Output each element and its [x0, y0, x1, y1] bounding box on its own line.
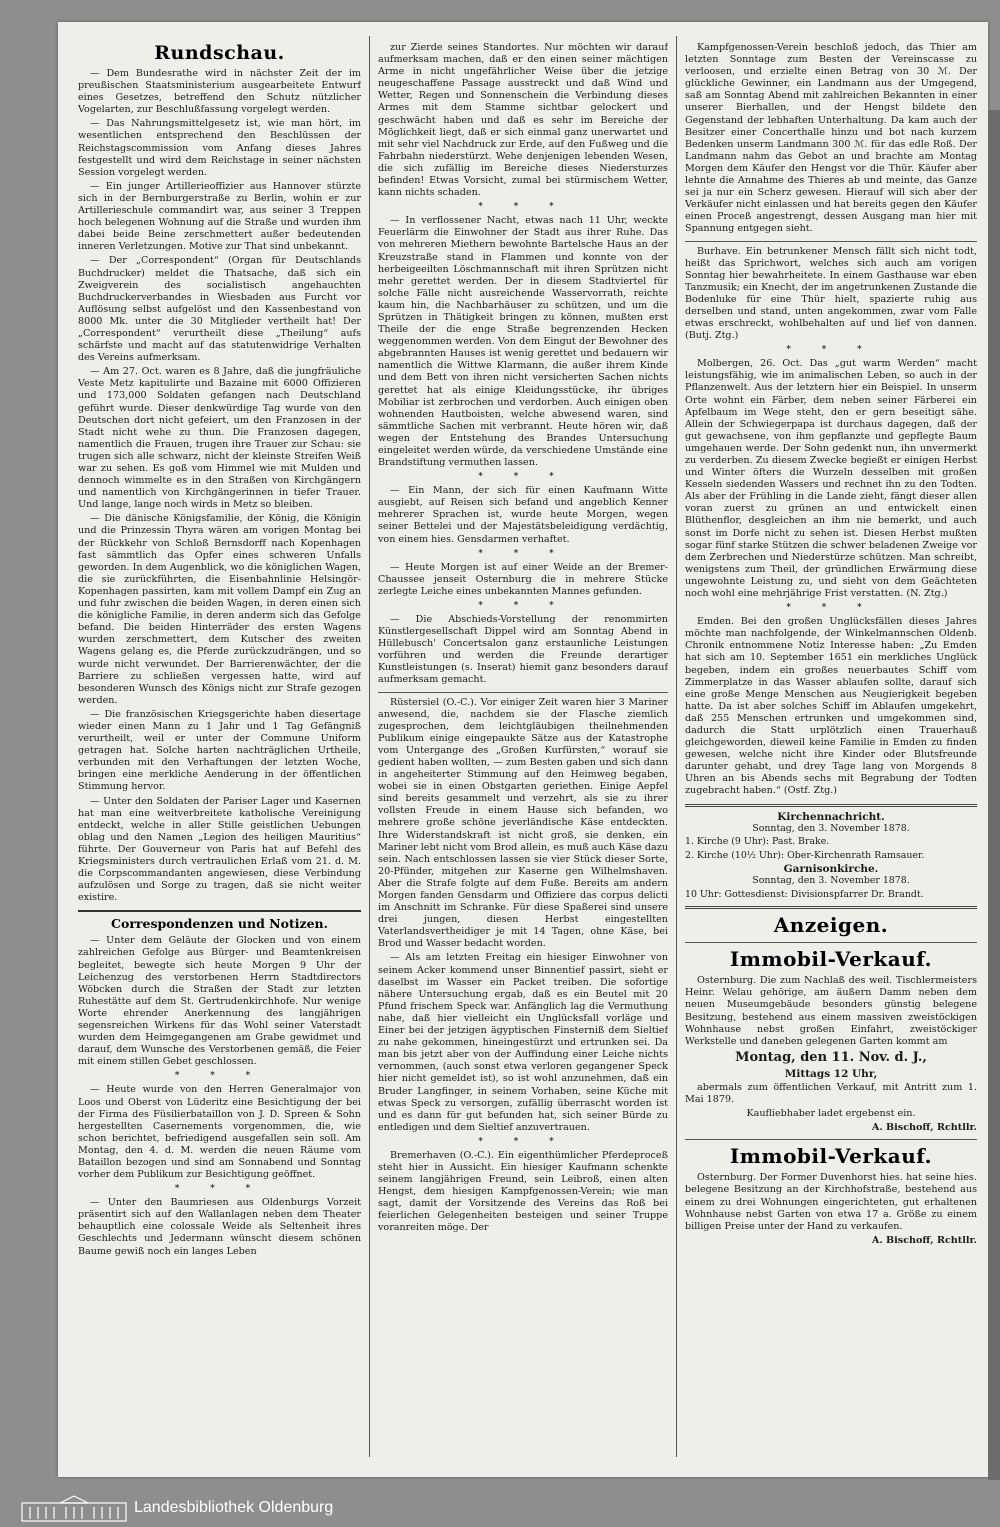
- article: Molbergen, 26. Oct. Das „gut warm Werden“ macht leistungsfähig, wie im animalischen Leben, so auch in der Pflanzenwelt. Aus der letztern hier ein Beispiel. In unserm Orte wohnt ein Färber, dem neben seiner Färberei ein Apfelbaum im Wege steht, den er gern beseitigt sähe. Allein der Schwiegerpapa ist durchaus dagegen, daß der gut gewachsene, von ihm gepflanzte und gepflegte Baum umgehauen werde. Der Sohn gedenkt nun, ihn unvermerkt zu verderben. Zu diesem Zwecke begießt er einigen Herbst und Winter öfters die Wurzeln desselben mit großen Kesseln siedenden Wassers und rechnet ihn zu den Todten. Als aber der Frühling in die Lande zieht, fängt dieser allen voran zuerst zu grünen an und entwickelt einen Blüthenflor, desgleichen an ihm nie bemerkt, und auch sonst im Dorfe nicht zu sehen ist. Diesen Herbst mußten sogar fünf starke Stützen die schwer beladenen Zweige vor dem Zerbrechen und Niederstürze schützen. Man schreibt, wenigstens zum Theil, der gründlichen Erwärmung diese ungewohnte Leistung zu, und sieht von dem Geächteten noch wohl eine mehrjährige Frist verstatten. (N. Ztg.): [685, 358, 977, 600]
- section-stars: * * *: [174, 1184, 265, 1195]
- divider: [685, 804, 977, 807]
- article: — Ein Mann, der sich für einen Kaufmann Witte ausgiebt, auf Reisen sich befand und angeblich Kenner mehrerer Sprachen ist, wurde heute Morgen, wegen seiner Bettelei und der Majestätsbeleidigung verdächtig, von einem hies. Gensdarmen verhaftet.: [378, 485, 668, 545]
- library-name: Landesbibliothek Oldenburg: [134, 1499, 334, 1516]
- section-stars: * * *: [478, 472, 568, 483]
- ad-signature: A. Bischoff, Rchtllr.: [871, 1234, 977, 1246]
- ad-signature: A. Bischoff, Rchtllr.: [871, 1122, 977, 1134]
- section-stars: * * *: [786, 603, 876, 614]
- article: — Die dänische Königsfamilie, der König, die Königin und die Prinzessin Thyra wären am vorigen Montag bei der Rückkehr von Schloß Bernsdorff nach Kopenhagen fast sämmtlich das Opfer eines schweren Unfalls geworden. In dem Augenblick, wo die königlichen Wagen, die sie zurückführten, die Eisenbahnlinie Helsingör-Kopenhagen passirten, kam mit vollem Dampf ein Zug an und fuhr zwischen die beiden Wagen, in deren einen sich die königliche Familie, in deren anderm sich das Gefolge befand. Die beiden Hinterräder des ersten Wagens wurden zerschmettert, dem Kutscher des zweiten Wagens gelang es, die Pferde zurückzudrängen, und so wurde nicht verwundet. Der Barrierenwächter, der die Barriere zu schließen vergessen hatte, wird auf besonderen Wunsch des Königs nicht zur Strafe gezogen werden.: [78, 513, 361, 706]
- ad-title: Immobil-Verkauf.: [729, 947, 933, 972]
- article: zur Zierde seines Standortes. Nur möchten wir darauf aufmerksam machen, daß er den einen seiner mächtigen Arme in nicht ungefährlicher Weise über die jetzige neugeschaffene Passage ausstreckt und daß Wind und Wetter, Regen und Sonnenschein die Verbindung dieses Armes mit dem Stamme sichtbar gelockert und geschwächt haben und daß es sehr im Bereiche der Möglichkeit liegt, daß er sich einmal ganz unerwartet und mit sehr viel Nachdruck zur Erde, auf den Fußweg und die Fahrbahn niederstürzt. Wehe denjenigen lebenden Wesen, die sich zufällig im Bereiche dieses Niedersturzes befinden! Etwas Vorsicht, zumal bei stürmischem Wetter, kann nichts schaden.: [378, 42, 668, 199]
- article: — Das Nahrungsmittelgesetz ist, wie man hört, im wesentlichen entsprechend den Beschlüssen der Reichstagscommission vom Anfang dieses Jahres festgestellt und wird dem Reichstage in seiner nächsten Session vorgelegt werden.: [78, 118, 361, 178]
- article: — Dem Bundesrathe wird in nächster Zeit der im preußischen Staatsministerium ausgearbeitete Entwurf eines Gesetzes, betreffend den Schutz nützlicher Vogelarten, zur Beschlußfassung vorgelegt werden.: [78, 68, 361, 116]
- newspaper-page: [58, 22, 988, 1477]
- section-stars: * * *: [478, 600, 568, 611]
- ad-date: Montag, den 11. Nov. d. J.,: [735, 1049, 927, 1065]
- article: — Unter den Soldaten der Pariser Lager und Kasernen hat man eine weitverbreitete katholische Vereinigung entdeckt, welche in aller Stille geistlichen Uebungen oblag und den Namen „Legion des heiligen Mauritius“ führte. Der Gouverneur von Paris hat auf Befehl des Kriegsministers durch vertraulichen Erlaß vom 21. d. M. die Corpscommandanten angewiesen, diese Verbindung aufzulösen und Sorge zu tragen, daß sie nicht weiter existire.: [78, 795, 361, 904]
- church-date: Sonntag, den 3. November 1878.: [752, 822, 910, 834]
- ad-text: Osternburg. Der Former Duvenhorst hies. hat seine hies. belegene Besitzung an der Kirchhofstraße, bestehend aus einem zu drei Wohnungen eingerichteten, gut erhaltenen Wohnhause nebst Garten von etwa 17 a. Größe zu einem billigen Preise unter der Hand zu verkaufen.: [685, 1172, 977, 1232]
- article: Rüstersiel (O.-C.). Vor einiger Zeit waren hier 3 Mariner anwesend, die, nachdem sie der Flasche ziemlich zugesprochen, dem leichtgläubigen theilnehmenden Publikum einige eingepaukte Sätze aus der Katastrophe vom Untergange des „Großen Kurfürsten,“ worauf sie gedient haben wollten, — zum Besten gaben und sich dann in angeheiterter Stimmung auf den Heimweg begaben, wobei sie in einen Obstgarten geriethen. Einige Aepfel sind bereits gesammelt und verzehrt, als sie zu ihrer vollsten Freude in einem Hause sich befanden, wo mehrere große schöne jeverländische Käse entdeckten. Ihre Widerstandskraft ist nicht groß, sie denken, ein Mariner lebt nicht vom Brod allein, es muß auch Käse dazu sein. Nach entschlossen lassen sie vier Stück dieser Sorte, 20-Pfünder, mitgehen zur Kaserne gen Wilhelmshaven. Aber die Strafe folgte auf dem Fuße. Bereits am andern Morgen fanden Gensdarm und Offiziere das corpus delicti im Anschnitt im Schranke. Für diese Spaßerei sind unsere drei jungen, diesen Herbst eingestellten Vaterlandsvertheidiger je mit 14 Tagen, ohne Käse, bei Brod und Wasser bedacht worden.: [378, 696, 668, 950]
- article: — Heute wurde von den Herren Generalmajor von Loos und Oberst von Lüderitz eine Besichtigung der bei der Firma des Füsilierbataillon von J. D. Spreen & Sohn hergestellten Casernements vorgenommen, die, wie schon berichtet, befriedigend ausgefallen sein soll. Am Montag, den 4. d. M. werden die neuen Räume vom Bataillon bezogen und sind am Sonnabend und Sonntag vorher dem Publikum zur Besichtigung geöffnet.: [78, 1084, 361, 1181]
- section-stars: * * *: [478, 1136, 568, 1147]
- column-rule: [369, 36, 370, 1457]
- church-line: 2. Kirche (10½ Uhr): Ober-Kirchenrath Ramsauer.: [685, 849, 925, 861]
- article: Bremerhaven (O.-C.). Ein eigenthümlicher Pferdeproceß steht hier in Aussicht. Ein hiesiger Kaufmann schenkte seinem langjährigen Freund, sein Leibroß, einen alten Hengst, dem hiesigen Kampfgenossen-Verein; wie man sagt, damit der Vorsitzende des Vereins das Roß bei feierlichen Gelegenheiten besteigen und seiner Truppe voranreiten möge. Der: [378, 1149, 668, 1234]
- article: — Unter den Baumriesen aus Oldenburgs Vorzeit präsentirt sich auf den Wallanlagen neben dem Theater behauptlich eine colossale Weide als Seltenheit ihres Geschlechts und Jedermann wünscht diesem schönen Baume gewiß noch ein langes Leben: [78, 1197, 361, 1257]
- column-3: [685, 22, 977, 1477]
- article: — In verflossener Nacht, etwas nach 11 Uhr, weckte Feuerlärm die Einwohner der Stadt aus ihrer Ruhe. Das von mehreren Miethern bewohnte Bartelsche Haus an der Kreuzstraße stand in Flammen und konnte von der herbeigeeilten Löschmannschaft mit ihren Sprützen nicht mehr gerettet werden. Der in diesem Stadtviertel für solche Fälle nicht ausreichende Wasservorrath, reichte kaum hin, die Nachbarhäuser zu schützen, und um die Sprützen in Thätigkeit bringen zu können, mußten erst Theile der die enge Straße begrenzenden Hecken weggenommen werden. Von dem Eingut der Bewohner des abgebrannten Hauses ist wenig gerettet und bedauern wir namentlich die Wittwe Klarmann, die außer ihrem Kinde und dem Bett von ihren nicht versicherten Sachen nichts gerettet hat als einige Kleidungsstücke, ihr übriges Mobiliar ist zerbrochen und verdorben. Auch einigen oben wohnenden Hautboisten, welche abwesend waren, sind sämmtliche Sachen mit verbrannt. Heute hören wir, daß wegen der Entstehung des Brandes Untersuchung eingeleitet werden würde, da verschiedene Umstände eine Brandstiftung vermuthen lassen.: [378, 215, 668, 469]
- page-edge: [988, 110, 1000, 1480]
- church-line: 1. Kirche (9 Uhr): Past. Brake.: [685, 836, 830, 848]
- correspondenzen-heading: Correspondenzen und Notizen.: [78, 910, 361, 931]
- section-stars: * * *: [174, 1071, 265, 1082]
- article: — Unter dem Geläute der Glocken und von einem zahlreichen Gefolge aus Bürger- und Beamtenkreisen begleitet, bewegte sich heute Morgen 9 Uhr der Leichenzug des verstorbenen Herrn Stadtdirectors Wöbcken durch die Straßen der Stadt zur letzten Ruhestätte auf dem St. Gertrudenkirchhofe. Nur wenige Worte ehrender Anerkennung des langjährigen segensreichen Wirkens für das Wohl seiner Vaterstadt wurden dem Heimgegangenen am Grabe gewidmet und darauf, dem Wunsche des Verstorbenen gemäß, die Feier mit einem stillen Gebet geschlossen.: [78, 935, 361, 1068]
- ad-text: abermals zum öffentlichen Verkauf, mit Antritt zum 1. Mai 1879.: [685, 1081, 977, 1106]
- article: — Als am letzten Freitag ein hiesiger Einwohner von seinem Acker kommend unser Binnentief passirt, sieht er daselbst im Wasser ein Packet treiben. Die sofortige nähere Untersuchung ergab, daß es ein Beutel mit 20 Pfund frischem Speck war. Anfänglich lag die Vermuthung nahe, daß hier vielleicht ein Unglücksfall vorläge und Einer bei der jetzigen ägyptischen Finsterniß dem Sieltief zu nahe gekommen, hineingestürzt und ertrunken sei. Da man bis jetzt aber von der Auffindung einer Leiche nichts vernommen, (auch sonst etwa verloren gegangener Speck hier nicht gemeldet ist), so ist wohl anzunehmen, daß ein Bruder Langfinger, in seinem Vorhaben, seine Küche mit etwas Speck zu versorgen, zufällig überrascht worden ist und es dann für gut befunden hat, sich seiner Bürde zu entledigen und dem Sieltief anzuvertrauen.: [378, 952, 668, 1133]
- divider: [378, 692, 668, 693]
- library-building-icon: [20, 1495, 128, 1523]
- rundschau-heading: Rundschau.: [154, 42, 285, 64]
- section-stars: * * *: [478, 548, 568, 559]
- article: — Heute Morgen ist auf einer Weide an der Bremer-Chaussee jenseit Osternburg die in mehrere Stücke zerlegte Leiche eines unbekannten Mannes gefunden.: [378, 561, 668, 597]
- ad-text: Kaufliebhaber ladet ergebenst ein.: [746, 1108, 916, 1120]
- column-rule: [676, 36, 677, 1457]
- church-line: 10 Uhr: Gottesdienst: Divisionspfarrer Dr. Brandt.: [685, 888, 924, 900]
- section-stars: * * *: [786, 345, 876, 356]
- garnisonkirche-heading: Garnisonkirche.: [783, 863, 879, 876]
- article: Kampfgenossen-Verein beschloß jedoch, das Thier am letzten Sonntage zum Besten der Vereinscasse zu verloosen, und erzielte einen Betrag von 30 ℳ. Der glückliche Gewinner, ein Landmann aus der Umgegend, saß am Sonntag Abend mit zahlreichen Bekannten in einer unserer Bierhallen, und der Hengst bildete den Gegenstand der lebhaften Unterhaltung. Da kam auch der Besitzer einer Concerthalle hinzu und bot nach kurzem Bedenken unserm Landmann 300 ℳ. für das edle Roß. Der Landmann nahm das Gebot an und brachte am Montag Morgen dem Käufer den Hengst vor die Thür. Käufer aber lehnte die Annahme des Thieres ab und meinte, das Ganze sei ja nur ein Scherz gewesen. Hierauf will sich aber der Verkäufer nicht einlassen und hat bereits gegen den Käufer einen Proceß angestrengt, dessen Ausgang man hier mit Spannung entgegen sieht.: [685, 42, 977, 235]
- church-date: Sonntag, den 3. November 1878.: [752, 875, 910, 887]
- article: — Die französischen Kriegsgerichte haben diesertage wieder einen Mann zu 1 Jahr und 1 Tag Gefängniß verurtheilt, weil er unter der Commune Uniform getragen hat. Solche harten nachträglichen Urtheile, verbunden mit den Verhaftungen der letzten Woche, bringen eine merkliche Aenderung in der öffentlichen Stimmung hervor.: [78, 708, 361, 793]
- anzeigen-heading: Anzeigen.: [773, 913, 889, 938]
- column-2: [378, 22, 668, 1477]
- article: — Am 27. Oct. waren es 8 Jahre, daß die jungfräuliche Veste Metz kapitulirte und Bazaine mit 6000 Offizieren und 173,000 Soldaten gefangen nach Deutschland geführt wurde. Dieser denkwürdige Tag wurde von den Deutschen dort nicht gefeiert, um den Franzosen in der Stadt nicht wehe zu thun. Die Franzosen dagegen, namentlich die Frauen, trugen ihre Trauer zur Schau: sie trugen sich alle schwarz, nicht der kleinste Streifen Weiß war zu sehen. Es goß vom Himmel wie mit Mulden und dennoch wimmelte es in den Straßen von Kirchgängern und namentlich von Kirchgängerinnen in tiefer Trauer. Und lange, lange noch wirds in Metz so bleiben.: [78, 366, 361, 511]
- divider: [685, 1139, 977, 1140]
- divider: [685, 241, 977, 242]
- footer-bar: [0, 1490, 1000, 1527]
- article: — Die Abschieds-Vorstellung der renommirten Künstlergesellschaft Dippel wird am Sonntag Abend in Hüllebusch' Concertsalon ganz erstaunliche Leistungen vorführen und werden die Freunde derartiger Kunstleistungen (s. Inserat) hiemit ganz besonders darauf aufmerksam gemacht.: [378, 613, 668, 686]
- ad-time: Mittags 12 Uhr,: [784, 1067, 878, 1080]
- section-stars: * * *: [478, 202, 568, 213]
- article: — Der „Correspondent“ (Organ für Deutschlands Buchdrucker) meldet die Thatsache, daß sich ein Zweigverein des socialistisch angehauchten Buchdruckerverbandes in Wiesbaden aus Furcht vor Auflösung selbst aufgelöst und den Kassenbestand von 8000 Mk. unter die 30 Mitglieder vertheilt hat! Der „Correspondent“ verurtheilt diese „Theilung“ aufs schärfste und macht auf das statutenwidrige Verhalten des Vereins aufmerksam.: [78, 255, 361, 364]
- divider: [685, 942, 977, 943]
- article: Emden. Bei den großen Unglücksfällen dieses Jahres möchte man nachfolgende, der Winkelmannschen Oldenb. Chronik entnommene Notiz Interesse haben: „Zu Emden hat sich am 10. September 1651 ein merkliches Unglück begeben, indem ein großes neuerbautes Schiff vom Zimmerplatze in das Wasser ablaufen sollte, darauf sich eine große Menge Menschen aus Neugierigkeit begeben hatte. Da ist aber solches Schiff im Ablaufen umgekehrt, daß 255 Menschen ertrunken und umgekommen sind, dadurch die Statt urplötzlich einen Trauerhauß gleichgeworden, dieweil keine Familie in Emden zu finden gewesen, welche nicht ihre Kinder oder Blutsfreunde darunter gehabt, und drey Tage lang von Morgends 8 Uhren an bis Abends sechs mit Begrabung der Todten zugebracht haben.“ (Ostf. Ztg.): [685, 616, 977, 797]
- ad-text: Osternburg. Die zum Nachlaß des weil. Tischlermeisters Heinr. Welau gehörige, am äußern Damm neben dem neuen Museumgebäude besonders günstig belegene Besitzung, bestehend aus einem massiven zweistöckigen Wohnhause nebst großen Einfahrt, zweistöckiger Werkstelle und daneben gelegenen Garten kommt am: [685, 975, 977, 1047]
- article: — Ein junger Artillerieoffizier aus Hannover stürzte sich in der Bernburgerstraße zu Berlin, wohin er zur Artillerieschule commandirt war, aus seiner 3 Treppen hoch belegenen Wohnung auf die Straße und wurden ihm dabei beide Beine zerschmettert außer bedeutenden inneren Verletzungen. Motive zur That sind unbekannt.: [78, 180, 361, 253]
- divider: [685, 906, 977, 909]
- column-1: [78, 22, 361, 1477]
- kirchennachricht-heading: Kirchennachricht.: [777, 810, 885, 823]
- article: Burhave. Ein betrunkener Mensch fällt sich nicht todt, heißt das Sprichwort, welches sich auch am vorigen Sonntag hier bewahrheitete. In einem Gasthause war eben Tanzmusik; ein Knecht, der im angetrunkenen Zustande die Bodenluke für eine Thür hielt, spazierte ruhig aus derselben und stand, unten angekommen, zwar vom Falle etwas erschreckt, wohlbehalten auf und lief von dannen. (Butj. Ztg.): [685, 245, 977, 342]
- ad-title: Immobil-Verkauf.: [729, 1144, 933, 1169]
